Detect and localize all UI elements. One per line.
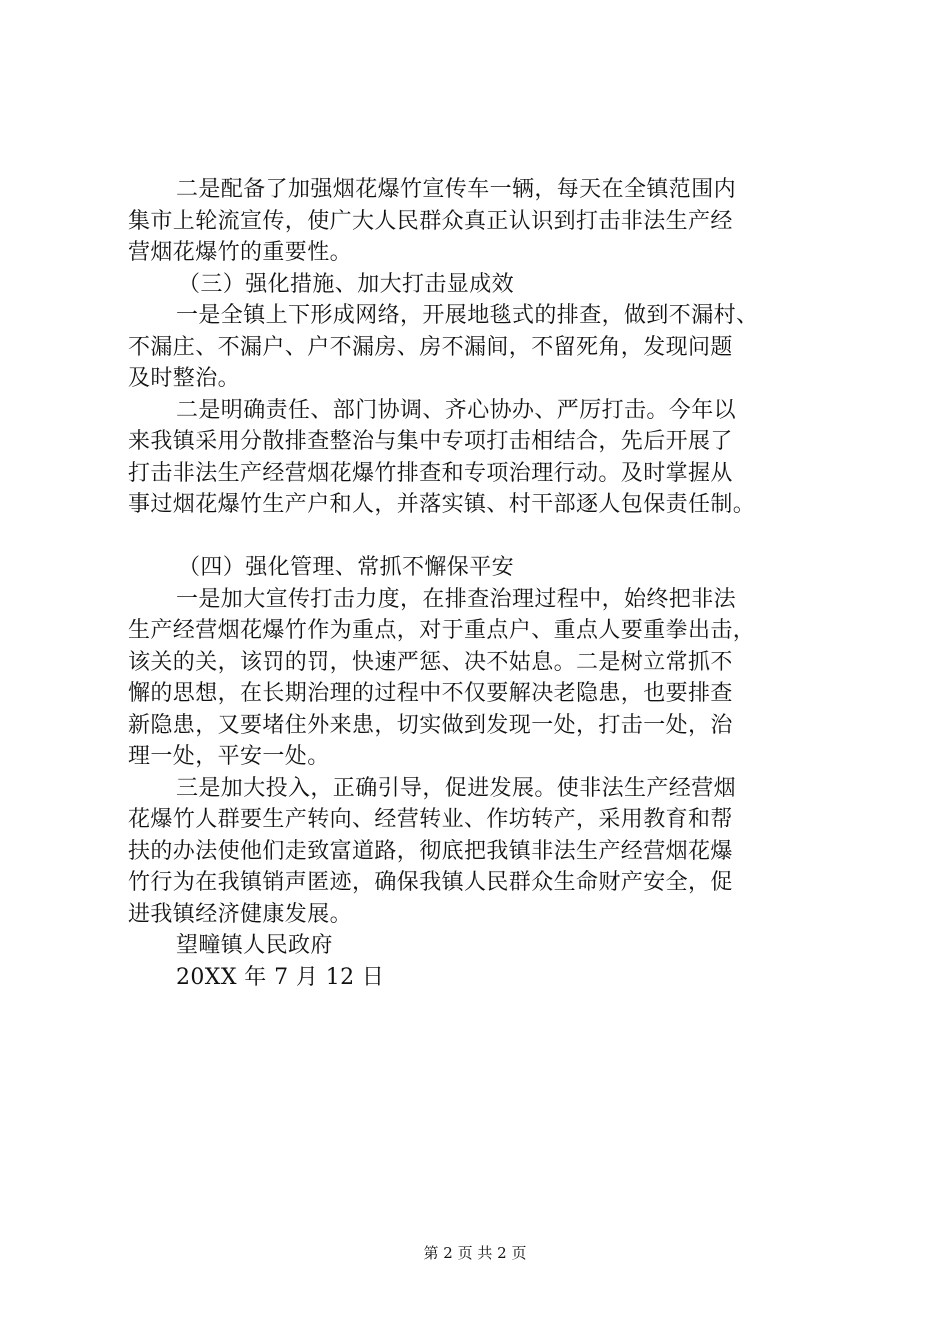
- signature-date: 20XX 年 7 月 12 日: [176, 964, 385, 990]
- document-body: [128, 174, 854, 993]
- paragraph-line: 二是配备了加强烟花爆竹宣传车一辆，每天在全镇范围内: [176, 177, 737, 202]
- paragraph-line: 扶的办法使他们走致富道路，彻底把我镇非法生产经营烟花爆: [128, 838, 733, 864]
- paragraph-line: 理一处，平安一处。: [128, 744, 330, 769]
- paragraph-line: 二是明确责任、部门协调、齐心协办、严厉打击。今年以: [176, 397, 737, 423]
- paragraph-line: 懈的思想，在长期治理的过程中不仅要解决老隐患，也要排查: [128, 681, 733, 706]
- paragraph-line: 竹行为在我镇销声匿迹，确保我镇人民群众生命财产安全，促: [128, 870, 733, 895]
- paragraph-line: 生产经营烟花爆竹作为重点，对于重点户、重点人要重拳出击，: [128, 618, 756, 643]
- paragraph-line: 花爆竹人群要生产转向、经营转业、作坊转产，采用教育和帮: [128, 807, 733, 832]
- paragraph-line: 该关的关，该罚的罚，快速严惩、决不姑息。二是树立常抓不: [128, 649, 733, 675]
- paragraph-line: 来我镇采用分散排查整治与集中专项打击相结合，先后开展了: [128, 429, 733, 454]
- paragraph-line: 及时整治。: [128, 366, 241, 391]
- signature-organization: 望疃镇人民政府: [176, 933, 333, 958]
- paragraph-line: 三是加大投入，正确引导，促进发展。使非法生产经营烟: [176, 775, 737, 801]
- paragraph-line: 营烟花爆竹的重要性。: [128, 240, 353, 265]
- paragraph-line: 集市上轮流宣传，使广大人民群众真正认识到打击非法生产经: [128, 208, 733, 234]
- blank-line: [128, 521, 854, 553]
- page-number: 第 2 页 共 2 页: [423, 1244, 527, 1262]
- paragraph-line: 新隐患，又要堵住外来患，切实做到发现一处，打击一处，治: [128, 712, 733, 738]
- paragraph-line: 进我镇经济健康发展。: [128, 901, 353, 927]
- paragraph-line: 一是全镇上下形成网络，开展地毯式的排查，做到不漏村、: [176, 303, 759, 328]
- paragraph-line: 打击非法生产经营烟花爆竹排查和专项治理行动。及时掌握从: [128, 460, 733, 486]
- paragraph-line: 不漏庄、不漏户、户不漏房、房不漏间，不留死角，发现问题: [128, 334, 733, 360]
- section-heading: （四）强化管理、常抓不懈保平安: [178, 555, 515, 580]
- paragraph-line: 一是加大宣传打击力度，在排查治理过程中，始终把非法: [176, 586, 737, 612]
- paragraph-line: 事过烟花爆竹生产户和人，并落实镇、村干部逐人包保责任制。: [128, 492, 756, 517]
- section-heading: （三）强化措施、加大打击显成效: [178, 271, 515, 297]
